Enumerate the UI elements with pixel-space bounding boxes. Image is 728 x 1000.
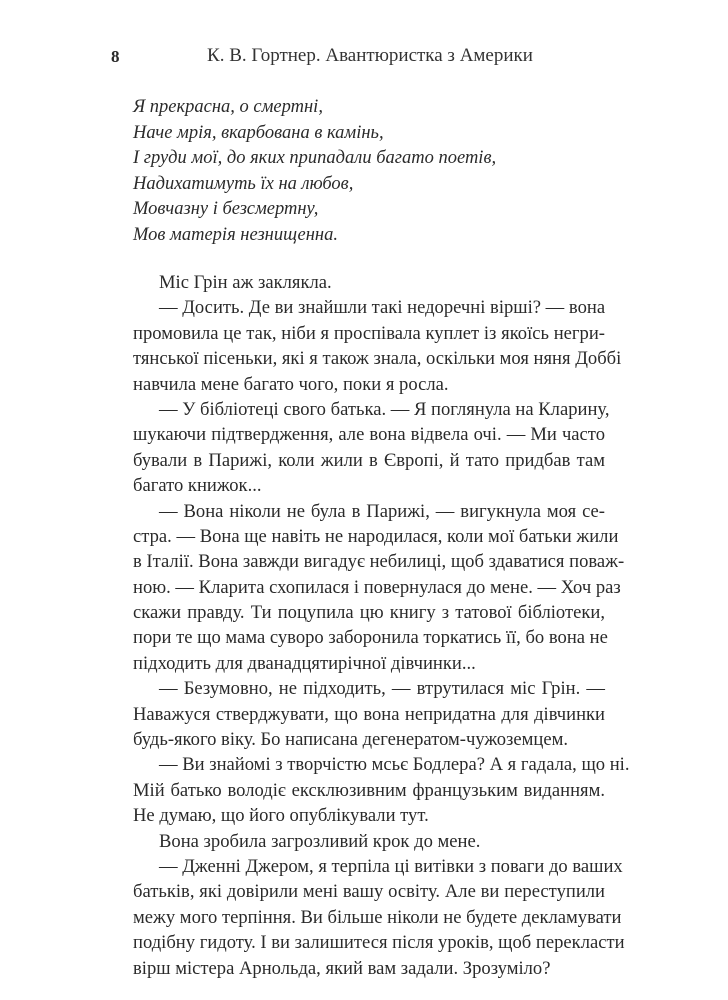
- text-line: межу мого терпіння. Ви більше ніколи не будете декламувати: [133, 906, 622, 928]
- text-line: — Безумовно, не підходить, — втрутилася міс Грін. —: [159, 678, 605, 700]
- text-line: скажи правду. Ти поцупила цю книгу з татової бібліотеки,: [133, 602, 605, 624]
- text-line: в Італії. Вона завжди вигадує небилиці, щоб здаватися поваж-: [133, 551, 625, 573]
- text-line: ною. — Кларита схопилася і повернулася до мене. — Хоч раз: [133, 576, 621, 598]
- page-number: 8: [111, 47, 120, 66]
- text-line: — Ви знайомі з творчістю мсьє Бодлера? А я гадала, що ні.: [159, 754, 630, 776]
- text-line: бували в Парижі, коли жили в Європі, й тато придбав там: [133, 449, 605, 471]
- text-line: Не думаю, що його опублікували тут.: [133, 805, 429, 827]
- verse-line: Мов матерія незнищенна.: [133, 224, 338, 245]
- text-line: будь-якого віку. Бо написана дегенератом-чужоземцем.: [133, 729, 569, 751]
- text-line: шукаючи підтвердження, але вона відвела очі. — Ми часто: [133, 424, 605, 446]
- text-line: — Вона ніколи не була в Парижі, — вигукнула моя се-: [159, 500, 605, 522]
- text-line: пори те що мама суворо заборонила торкатись її, бо вона не: [133, 627, 608, 649]
- text-line: вірш містера Арнольда, який вам задали. Зрозуміло?: [133, 957, 551, 979]
- text-line: промовила це так, ніби я проспівала куплет із якоїсь негри-: [133, 322, 605, 344]
- body-text: [133, 270, 630, 981]
- verse-line: Наче мрія, вкарбована в камінь,: [133, 122, 384, 143]
- text-line: подібну гидоту. І ви залишитеся після уроків, щоб перекласти: [133, 932, 625, 954]
- verse-line: І груди мої, до яких припадали багато поетів,: [133, 148, 497, 169]
- text-line: стра. — Вона ще навіть не народилася, коли мої батьки жили: [133, 525, 619, 547]
- verse-line: Мовчазну і безсмертну,: [133, 199, 319, 220]
- text-line: Вона зробила загрозливий крок до мене.: [159, 830, 481, 852]
- text-line: — Досить. Де ви знайшли такі недоречні вірші? — вона: [159, 297, 606, 319]
- running-title: К. В. Гортнер. Авантюристка з Америки: [207, 45, 533, 66]
- poem-epigraph: [133, 95, 496, 249]
- text-line: батьків, які довірили мені вашу освіту. Але ви переступили: [133, 881, 605, 903]
- text-line: багато книжок...: [133, 475, 262, 497]
- text-line: — Дженні Джером, я терпіла ці витівки з поваги до ваших: [159, 855, 623, 877]
- text-line: Наважуся стверджувати, що вона непридатна для дівчинки: [133, 703, 605, 725]
- text-line: Мій батько володіє ексклюзивним французьким виданням.: [133, 779, 605, 801]
- verse-line: Надихатимуть їх на любов,: [133, 173, 354, 194]
- text-line: — У бібліотеці свого батька. — Я поглянула на Кларину,: [159, 398, 610, 420]
- verse-line: Я прекрасна, о смертні,: [133, 97, 323, 117]
- text-line: тянської пісеньки, які я також знала, оскільки моя няня Доббі: [133, 348, 622, 370]
- text-line: підходить для дванадцятирічної дівчинки...: [133, 652, 476, 674]
- text-line: навчила мене багато чого, поки я росла.: [133, 373, 449, 395]
- text-line: Міс Грін аж заклякла.: [159, 272, 332, 293]
